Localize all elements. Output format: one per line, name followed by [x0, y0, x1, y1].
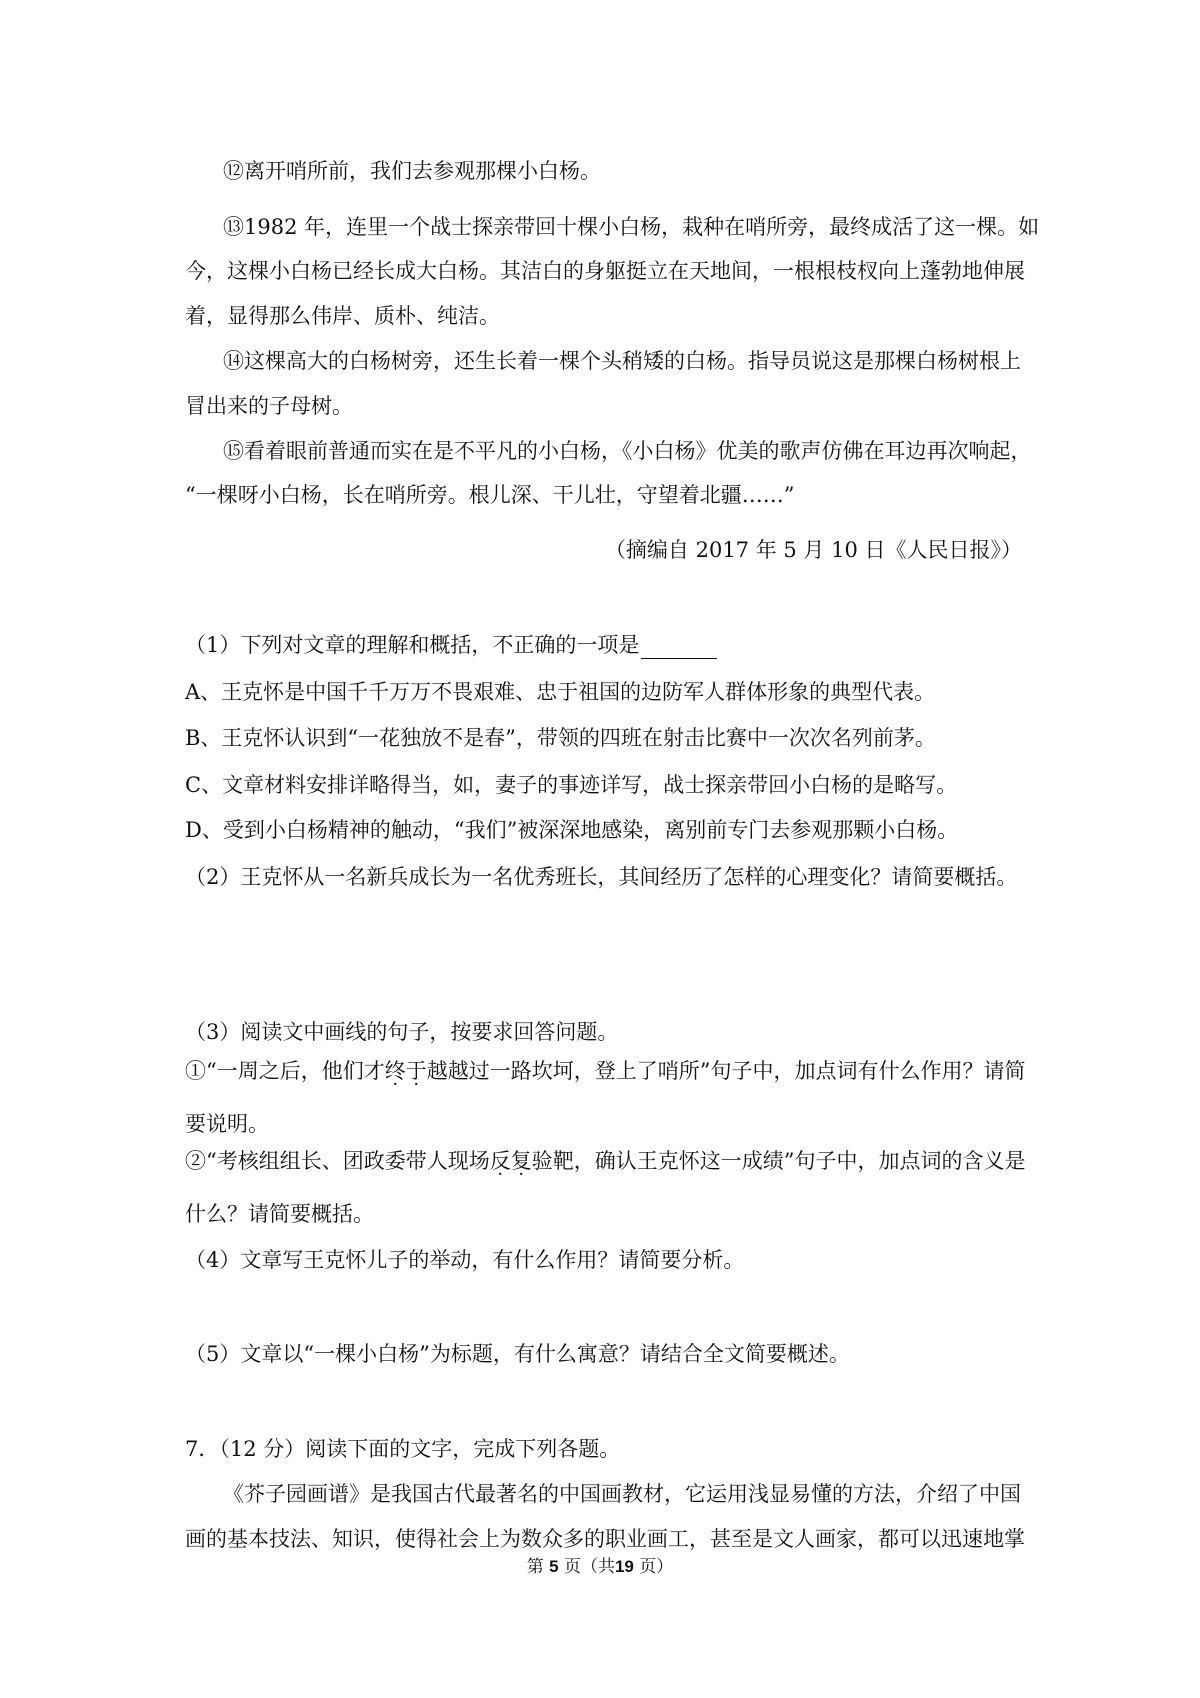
- option-d: D、受到小白杨精神的触动，“我们”被深深地感染，离别前专门去参观那颗小白杨。: [185, 818, 959, 842]
- paragraph-15-line-2: “一棵呀小白杨，长在哨所旁。根儿深、干儿壮，守望着北疆……”: [185, 483, 795, 507]
- question-3-item-1: [185, 1057, 1035, 1085]
- q3-2-text-pre: ②“考核组组长、团政委带人现场: [185, 1149, 490, 1173]
- option-a: A、王克怀是中国千千万万不畏艰难、忠于祖国的边防军人群体形象的典型代表。: [185, 680, 936, 704]
- question-1: [185, 631, 1035, 659]
- article-source: （摘编自 2017 年 5 月 10 日《人民日报》）: [604, 538, 1022, 562]
- paragraph-13-line-3: 着，显得那么伟岸、质朴、纯洁。: [185, 304, 500, 328]
- emphasis-char: 复: [510, 1149, 532, 1173]
- option-c: C、文章材料安排详略得当，如，妻子的事迹详写，战士探亲带回小白杨的是略写。: [185, 773, 958, 797]
- footer-post: 页）: [639, 1557, 674, 1577]
- paragraph-14-line-1: ⑭这棵高大的白杨树旁，还生长着一棵个头稍矮的白杨。指导员说这是那棵白杨树根上: [223, 349, 1021, 373]
- paragraph-14-line-2: 冒出来的子母树。: [185, 394, 353, 418]
- question-4: （4）文章写王克怀儿子的举动，有什么作用？请简要分析。: [185, 1248, 745, 1272]
- footer-page-number: 5: [549, 1557, 559, 1576]
- answer-blank: [641, 638, 717, 659]
- q3-2-text-post: 验靶，确认王克怀这一成绩”句子中，加点词的含义是: [531, 1149, 1026, 1173]
- question-3: （3）阅读文中画线的句子，按要求回答问题。: [185, 1020, 619, 1044]
- q3-2-dotted-word: [490, 1149, 532, 1173]
- paragraph-13-line-1: ⑬1982 年，连里一个战士探亲带回十棵小白杨，栽种在哨所旁，最终成活了这一棵。如: [223, 215, 1040, 239]
- option-b: B、王克怀认识到“一花独放不是春”，带领的四班在射击比赛中一次次名列前茅。: [185, 726, 936, 750]
- paragraph-15-line-1: ⑮看着眼前普通而实在是不平凡的小白杨，《小白杨》优美的歌声仿佛在耳边再次响起，: [223, 439, 1032, 463]
- footer-mid: 页（共: [563, 1557, 615, 1577]
- section-7-paragraph-line-1: 《芥子园画谱》是我国古代最著名的中国画教材，它运用浅显易懂的方法，介绍了中国: [223, 1482, 1021, 1506]
- question-3-item-2-line-2: 什么？请简要概括。: [185, 1202, 374, 1226]
- paragraph-12: ⑫离开哨所前，我们去参观那棵小白杨。: [223, 159, 601, 183]
- question-1-text: （1）下列对文章的理解和概括，不正确的一项是: [185, 633, 640, 657]
- q3-1-dotted-word: [385, 1059, 427, 1083]
- question-2: （2）王克怀从一名新兵成长为一名优秀班长，其间经历了怎样的心理变化？请简要概括。: [185, 865, 1018, 889]
- question-5: （5）文章以“一棵小白杨”为标题，有什么寓意？请结合全文简要概述。: [185, 1342, 850, 1366]
- emphasis-char: 反: [489, 1149, 511, 1173]
- paragraph-13-line-2: 今，这棵小白杨已经长成大白杨。其洁白的身躯挺立在天地间，一根根枝杈向上蓬勃地伸展: [185, 259, 1025, 283]
- q3-1-text-pre: ①“一周之后，他们才: [185, 1059, 385, 1083]
- footer-pre: 第: [526, 1557, 544, 1577]
- page-footer: [0, 1556, 1200, 1578]
- question-3-item-2: [185, 1147, 1035, 1175]
- section-7-heading: 7．（12 分）阅读下面的文字，完成下列各题。: [185, 1437, 621, 1461]
- emphasis-char: 于: [405, 1059, 427, 1083]
- emphasis-char: 终: [384, 1059, 406, 1083]
- question-3-item-1-line-2: 要说明。: [185, 1112, 269, 1136]
- section-7-paragraph-line-2: 画的基本技法、知识，使得社会上为数众多的职业画工，甚至是文人画家，都可以迅速地掌: [185, 1527, 1025, 1551]
- footer-total-pages: 19: [614, 1557, 634, 1576]
- q3-1-text-post: 越越过一路坎坷，登上了哨所”句子中，加点词有什么作用？请简: [426, 1059, 1026, 1083]
